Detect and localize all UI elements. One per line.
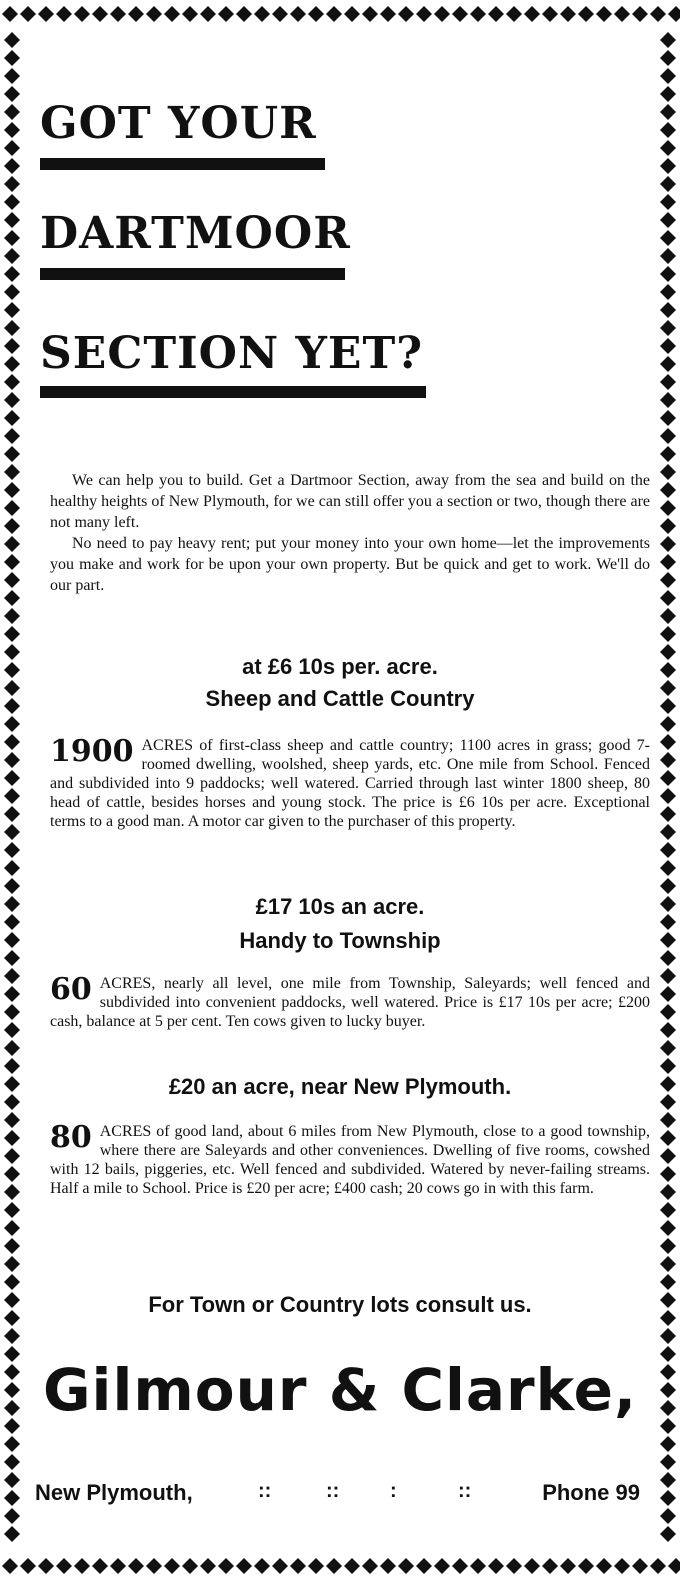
border-diamond [4,1166,20,1182]
border-diamond [4,1094,20,1110]
border-diamond [660,1184,676,1200]
border-diamond [614,6,630,22]
border-diamond [4,824,20,840]
border-diamond [4,68,20,84]
border-diamond [660,1238,676,1254]
border-diamond [470,6,486,22]
border-diamond [4,338,20,354]
border-diamond [578,6,594,22]
border-diamond [4,1490,20,1506]
footer-phone: Phone 99 [542,1480,640,1505]
border-diamond [4,554,20,570]
listing-2-acres: 60 [50,972,92,1007]
border-diamond [74,6,90,22]
border-diamond [4,1220,20,1236]
border-diamond [660,1400,676,1416]
listing-1-acres: 1900 [50,734,134,769]
border-diamond [4,1310,20,1326]
border-diamond [660,1094,676,1110]
border-diamond [660,500,676,516]
border-diamond [660,788,676,804]
border-diamond [4,626,20,642]
border-diamond [660,608,676,624]
border-diamond [4,1454,20,1470]
border-diamond [4,374,20,390]
border-diamond [200,6,216,22]
firm-name: Gilmour & Clarke, [42,1356,638,1424]
border-diamond [660,752,676,768]
border-diamond [110,6,126,22]
border-diamond [4,230,20,246]
border-diamond [4,500,20,516]
border-diamond [560,6,576,22]
border-diamond [4,842,20,858]
headline-rule-3 [40,386,426,398]
border-diamond [164,1558,180,1574]
border-diamond [164,6,180,22]
border-diamond [660,374,676,390]
border-diamond [660,1292,676,1308]
headline-line-2: DARTMOOR [40,208,351,259]
border-diamond [660,536,676,552]
border-diamond [660,446,676,462]
border-diamond [660,554,676,570]
border-diamond [660,986,676,1002]
border-diamond [4,734,20,750]
border-diamond [660,1346,676,1362]
border-diamond [4,266,20,282]
border-diamond [326,1558,342,1574]
border-diamond [38,1558,54,1574]
listing-2 [50,974,650,1031]
border-diamond [614,1558,630,1574]
border-diamond [380,6,396,22]
border-diamond [182,6,198,22]
border-diamond [524,6,540,22]
headline-line-1: GOT YOUR [40,98,317,149]
border-diamond [660,734,676,750]
border-diamond [74,1558,90,1574]
border-diamond [660,1508,676,1524]
border-diamond [4,464,20,480]
border-diamond [4,1328,20,1344]
border-diamond [660,860,676,876]
border-diamond [660,248,676,264]
border-diamond [660,86,676,102]
border-diamond [4,1436,20,1452]
border-diamond [660,968,676,984]
border-diamond [452,1558,468,1574]
border-diamond [660,1490,676,1506]
border-diamond [218,1558,234,1574]
listing-1-heading: Sheep and Cattle Country [205,686,475,711]
border-diamond [4,104,20,120]
border-diamond [236,1558,252,1574]
border-diamond [660,392,676,408]
listing-2-price: £17 10s an acre. [255,894,425,919]
border-diamond [660,32,676,48]
border-diamond [660,932,676,948]
border-diamond [4,1364,20,1380]
border-diamond [4,698,20,714]
border-diamond [4,644,20,660]
border-diamond [92,1558,108,1574]
border-diamond [344,6,360,22]
border-diamond [4,1184,20,1200]
border-diamond [660,410,676,426]
border-diamond [4,32,20,48]
border-diamond [660,140,676,156]
border-diamond [660,698,676,714]
border-diamond [660,1202,676,1218]
border-diamond [542,1558,558,1574]
border-diamond [56,1558,72,1574]
border-diamond [596,1558,612,1574]
border-diamond [4,932,20,948]
border-diamond [660,212,676,228]
border-diamond [4,1058,20,1074]
border-diamond [4,878,20,894]
border-diamond [308,6,324,22]
border-diamond [632,6,648,22]
border-diamond [4,446,20,462]
listing-1-description: ACRES of first-class sheep and cattle country; 1100 acres in grass; good 7-roomed dwelling, woolshed, sheep yards, etc. One mile from School. Fenced and subdivided into 9 paddocks; well watered. Carried through last winter 1800 sheep, 80 head of cattle, besides horses and young stock. The price is £6 10s per acre. Exceptional terms to a good man. A motor car given to the purchaser of this property. [50,737,650,830]
headline-rule-2 [40,268,345,280]
footer-town: New Plymouth, [35,1480,193,1505]
border-diamond [92,6,108,22]
border-diamond [660,806,676,822]
border-diamond [660,122,676,138]
border-diamond [660,194,676,210]
listing-3-acres: 80 [50,1120,92,1155]
border-diamond [660,104,676,120]
border-diamond [146,6,162,22]
border-diamond [272,6,288,22]
border-diamond [660,1040,676,1056]
border-diamond [470,1558,486,1574]
border-diamond [4,680,20,696]
border-diamond [660,482,676,498]
border-diamond [660,1130,676,1146]
border-diamond [4,608,20,624]
border-diamond [4,1130,20,1146]
border-diamond [660,1076,676,1092]
border-diamond [4,1040,20,1056]
border-diamond [4,212,20,228]
border-diamond [660,266,676,282]
border-diamond [4,356,20,372]
separator-2: :: [326,1480,340,1502]
border-diamond [578,1558,594,1574]
headline-rule-1 [40,158,325,170]
border-diamond [660,158,676,174]
diamond-border-right [650,0,680,1580]
listing-1-price: at £6 10s per. acre. [242,654,438,679]
separator-4: :: [458,1480,472,1502]
border-diamond [4,716,20,732]
border-diamond [4,662,20,678]
border-diamond [4,752,20,768]
border-diamond [56,6,72,22]
border-diamond [362,6,378,22]
border-diamond [4,284,20,300]
separator-1: :: [258,1480,272,1502]
border-diamond [660,770,676,786]
border-diamond [660,878,676,894]
border-diamond [660,590,676,606]
intro-text [50,470,650,596]
border-diamond [182,1558,198,1574]
border-diamond [218,6,234,22]
border-diamond [506,1558,522,1574]
border-diamond [4,482,20,498]
border-diamond [4,50,20,66]
border-diamond [660,1310,676,1326]
listing-2-description: ACRES, nearly all level, one mile from Township, Saleyards; well fenced and subdivided into convenient paddocks, well watered. Price is £17 10s per acre; £200 cash, balance at 5 per cent. Ten cows given to lucky buyer. [50,975,650,1030]
border-diamond [4,896,20,912]
border-diamond [4,122,20,138]
border-diamond [660,950,676,966]
border-diamond [660,1274,676,1290]
border-diamond [660,824,676,840]
border-diamond [560,1558,576,1574]
border-diamond [4,1274,20,1290]
border-diamond [506,6,522,22]
border-diamond [4,140,20,156]
border-diamond [308,1558,324,1574]
border-diamond [362,1558,378,1574]
border-diamond [660,464,676,480]
border-diamond [596,6,612,22]
diamond-border-top [0,0,680,30]
border-diamond [660,230,676,246]
border-diamond [416,1558,432,1574]
border-diamond [660,284,676,300]
advertisement [30,30,650,1550]
border-diamond [4,158,20,174]
border-diamond [660,1454,676,1470]
listing-3 [50,1122,650,1198]
listing-3-description: ACRES of good land, about 6 miles from New Plymouth, close to a good township, where there are Saleyards and other conveniences. Dwelling of five rooms, cowshed with 12 bails, piggeries, etc. Well fenced and subdivided. Watered by never-failing streams. Half a mile to School. Price is £20 per acre; £400 cash; 20 cows go in with this farm. [50,1123,650,1197]
border-diamond [4,1346,20,1362]
border-diamond [4,1256,20,1272]
border-diamond [4,248,20,264]
separator-3: : [390,1480,397,1502]
border-diamond [4,986,20,1002]
border-diamond [110,1558,126,1574]
intro-paragraph-1: We can help you to build. Get a Dartmoor Section, away from the sea and build on the healthy heights of New Plymouth, for we can still offer you a section or two, though there are not many left. [50,472,650,531]
border-diamond [4,194,20,210]
border-diamond [660,896,676,912]
border-diamond [660,428,676,444]
border-diamond [4,1202,20,1218]
call-to-action: For Town or Country lots consult us. [148,1292,532,1317]
border-diamond [660,1364,676,1380]
border-diamond [632,1558,648,1574]
border-diamond [4,1238,20,1254]
border-diamond [344,1558,360,1574]
border-diamond [4,1022,20,1038]
border-diamond [660,1418,676,1434]
border-diamond [4,1292,20,1308]
border-diamond [398,6,414,22]
border-diamond [236,6,252,22]
border-diamond [452,6,468,22]
border-diamond [4,1526,20,1542]
border-diamond [4,1472,20,1488]
border-diamond [660,914,676,930]
border-diamond [660,1022,676,1038]
border-diamond [254,6,270,22]
border-diamond [4,1112,20,1128]
border-diamond [254,1558,270,1574]
border-diamond [4,806,20,822]
border-diamond [660,1526,676,1542]
border-diamond [660,644,676,660]
listing-1 [50,736,650,831]
border-diamond [660,176,676,192]
border-diamond [660,680,676,696]
border-diamond [128,6,144,22]
border-diamond [660,1328,676,1344]
border-diamond [4,1418,20,1434]
border-diamond [524,1558,540,1574]
border-diamond [660,68,676,84]
border-diamond [660,50,676,66]
border-diamond [4,572,20,588]
border-diamond [326,6,342,22]
border-diamond [434,6,450,22]
diamond-border-bottom [0,1550,680,1580]
border-diamond [660,320,676,336]
border-diamond [290,1558,306,1574]
border-diamond [4,1004,20,1020]
border-diamond [4,536,20,552]
border-diamond [660,338,676,354]
border-diamond [146,1558,162,1574]
border-diamond [660,1220,676,1236]
border-diamond [4,770,20,786]
intro-paragraph-2: No need to pay heavy rent; put your money into your own home—let the improvements you make and work for be upon your own property. But be quick and get to work. We'll do our part. [50,535,650,594]
border-diamond [272,1558,288,1574]
border-diamond [660,716,676,732]
border-diamond [660,1112,676,1128]
border-diamond [660,842,676,858]
border-diamond [660,1382,676,1398]
border-diamond [4,410,20,426]
border-diamond [290,6,306,22]
footer [30,1480,650,1510]
listing-2-heading: Handy to Township [239,928,441,953]
border-diamond [660,1472,676,1488]
diamond-border-left [0,0,30,1580]
border-diamond [4,1382,20,1398]
border-diamond [660,572,676,588]
border-diamond [380,1558,396,1574]
headline-line-3: SECTION YET? [40,328,423,379]
border-diamond [660,1436,676,1452]
border-diamond [4,176,20,192]
border-diamond [38,6,54,22]
border-diamond [542,6,558,22]
border-diamond [4,968,20,984]
border-diamond [660,302,676,318]
border-diamond [4,1400,20,1416]
border-diamond [660,662,676,678]
border-diamond [4,392,20,408]
border-diamond [4,1148,20,1164]
border-diamond [398,1558,414,1574]
border-diamond [4,1076,20,1092]
border-diamond [660,626,676,642]
border-diamond [660,1058,676,1074]
border-diamond [4,320,20,336]
border-diamond [4,1508,20,1524]
border-diamond [4,428,20,444]
border-diamond [660,1148,676,1164]
border-diamond [660,356,676,372]
border-diamond [660,1256,676,1272]
border-diamond [4,860,20,876]
border-diamond [4,914,20,930]
border-diamond [4,302,20,318]
border-diamond [4,86,20,102]
border-diamond [434,1558,450,1574]
border-diamond [4,950,20,966]
border-diamond [4,788,20,804]
border-diamond [488,1558,504,1574]
border-diamond [660,1166,676,1182]
border-diamond [660,518,676,534]
border-diamond [416,6,432,22]
border-diamond [4,518,20,534]
border-diamond [660,1004,676,1020]
border-diamond [488,6,504,22]
border-diamond [128,1558,144,1574]
border-diamond [200,1558,216,1574]
listing-3-price: £20 an acre, near New Plymouth. [168,1074,512,1099]
border-diamond [4,590,20,606]
